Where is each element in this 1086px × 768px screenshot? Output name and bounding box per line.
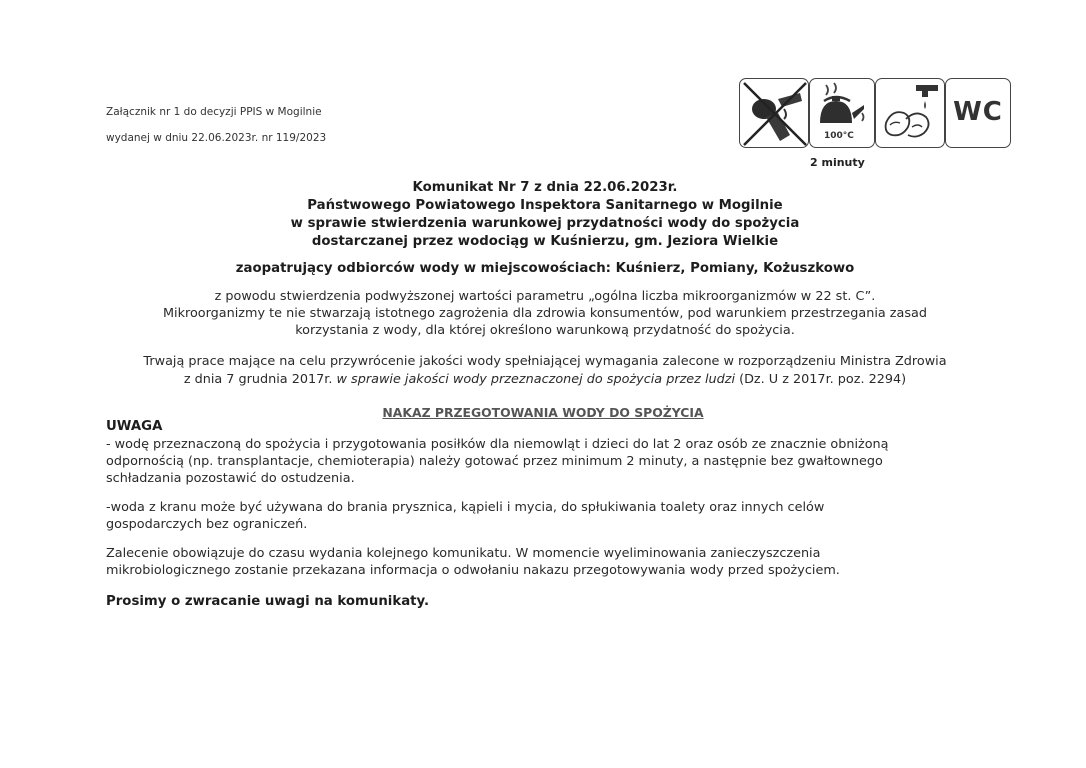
work-line-2 — [100, 372, 990, 387]
boil-order-heading: NAKAZ PRZEGOTOWANIA WODY DO SPOŻYCIA — [382, 405, 704, 420]
paragraph-3-line-2: mikrobiologicznego zostanie przekazana informacja o odwołaniu nakazu przegotowywania wody przed spożyciem. — [106, 563, 840, 578]
localities-line: zaopatrujący odbiorców wody w miejscowościach: Kuśnierz, Pomiany, Kożuszkowo — [235, 261, 855, 276]
pictogram-strip — [737, 74, 1013, 154]
closing-line: Prosimy o zwracanie uwagi na komunikaty. — [106, 594, 430, 609]
paragraph-1-line-1: - wodę przeznaczoną do spożycia i przygotowania posiłków dla niemowląt i dzieci do lat 2 oraz osób ze znacznie obniżoną — [106, 437, 889, 452]
regulation-title: w sprawie jakości wody przeznaczonej do spożycia przez ludzi — [336, 372, 736, 387]
paragraph-2-line-2: gospodarczych bez ograniczeń. — [106, 517, 308, 532]
subject-line: w sprawie stwierdzenia warunkowej przydatności wody do spożycia — [290, 216, 800, 231]
reason-line-3: korzystania z wody, dla której określono warunkową przydatność do spożycia. — [295, 323, 795, 338]
waterworks-line: dostarczanej przez wodociąg w Kuśnierzu, gm. Jeziora Wielkie — [311, 234, 779, 249]
attachment-line-2: wydanej w dniu 22.06.2023r. nr 119/2023 — [106, 132, 327, 144]
boil-time-label: 2 minuty — [810, 156, 865, 169]
paragraph-1-line-2: odpornością (np. transplantacje, chemioterapia) należy gotować przez minimum 2 minuty, a następnie bez gwałtownego — [106, 454, 883, 469]
wc-label: WC — [953, 97, 1003, 127]
work-line-2-start: z dnia 7 grudnia 2017r. — [183, 372, 337, 387]
work-line-1: Trwają prace mające na celu przywrócenie jakości wody spełniającej wymagania zalecone w rozporządzeniu Ministra Zdrowia — [143, 354, 947, 369]
reason-line-1: z powodu stwierdzenia podwyższonej wartości parametru „ogólna liczba mikroorganizmów w 22 st. C”. — [214, 289, 876, 304]
temperature-label: 100°C — [824, 131, 854, 141]
no-drinking-icon — [739, 78, 809, 148]
warning-label: UWAGA — [106, 419, 163, 434]
paragraph-1-line-3: schładzania pozostawić do ostudzenia. — [106, 471, 355, 486]
wc-icon — [945, 78, 1011, 148]
paragraph-2-line-1: -woda z kranu może być używana do brania prysznica, kąpieli i mycia, do spłukiwania toalety oraz innych celów — [106, 500, 825, 515]
issuer-line: Państwowego Powiatowego Inspektora Sanitarnego w Mogilnie — [307, 198, 783, 213]
work-line-2-end: (Dz. U z 2017r. poz. 2294) — [735, 372, 907, 387]
attachment-line-1: Załącznik nr 1 do decyzji PPIS w Mogilnie — [106, 106, 322, 118]
hand-washing-icon — [875, 78, 945, 148]
paragraph-3-line-1: Zalecenie obowiązuje do czasu wydania kolejnego komunikatu. W momencie wyeliminowania zanieczyszczenia — [106, 546, 821, 561]
boiling-kettle-icon — [809, 78, 875, 148]
reason-line-2: Mikroorganizmy te nie stwarzają istotnego zagrożenia dla zdrowia konsumentów, pod warunkiem przestrzegania zasad — [162, 306, 927, 321]
announcement-title: Komunikat Nr 7 z dnia 22.06.2023r. — [412, 180, 678, 195]
